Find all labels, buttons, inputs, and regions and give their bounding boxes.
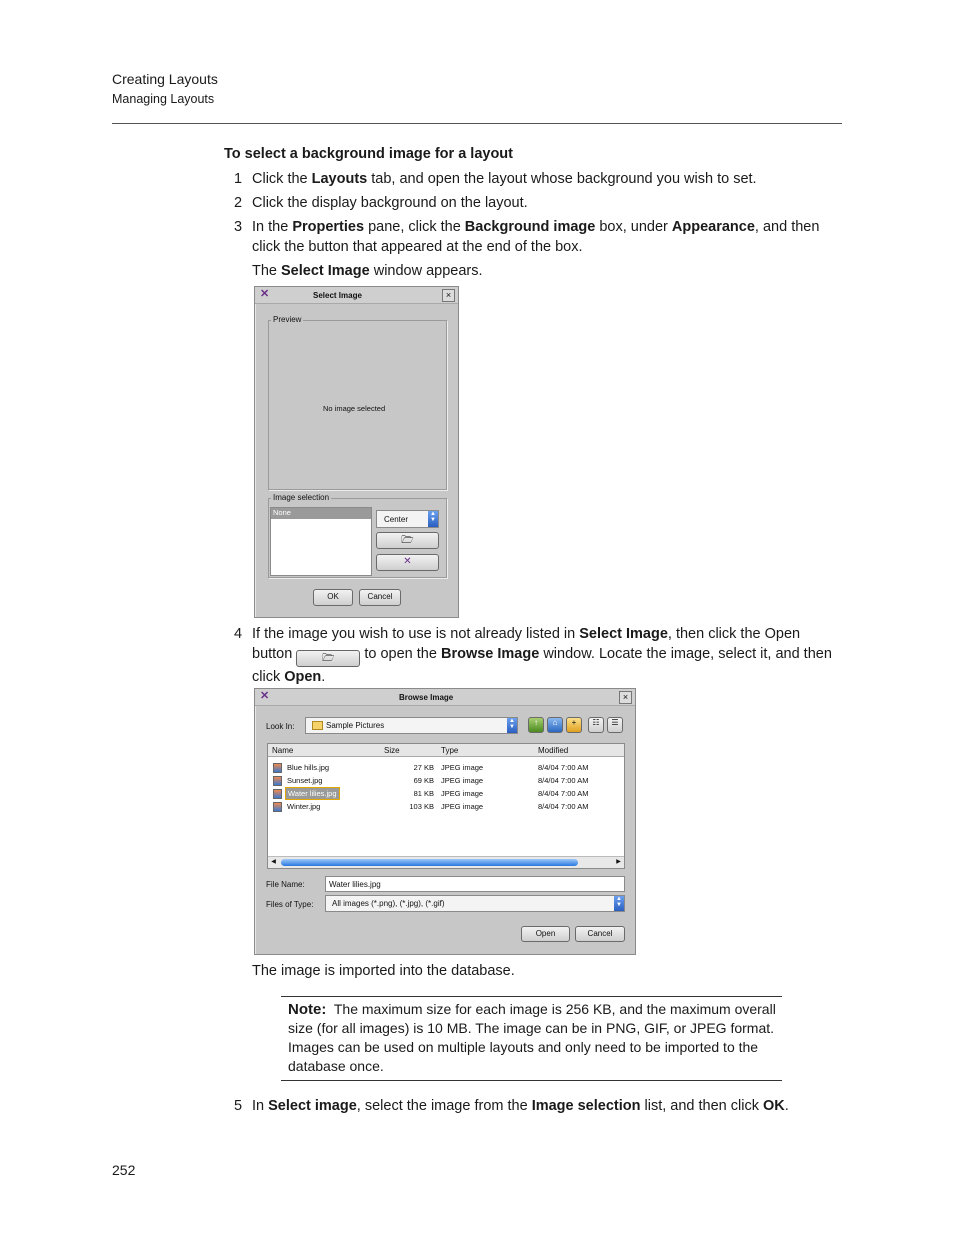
ui-term: Layouts (311, 171, 368, 187)
close-icon[interactable]: × (442, 289, 455, 302)
file-name: Sunset.jpg (287, 776, 323, 785)
file-size: 103 KB (409, 802, 434, 811)
running-header-chapter: Creating Layouts (112, 71, 218, 87)
ok-button[interactable]: OK (313, 589, 353, 606)
text: , select the image from the (356, 1098, 532, 1114)
text: list, and then click (640, 1098, 763, 1114)
file-type: JPEG image (441, 763, 484, 772)
remove-icon: ✕ (403, 556, 412, 567)
ui-term: Browse Image (440, 646, 540, 662)
ui-term: Select image (268, 1098, 357, 1114)
spinner-arrows-icon[interactable]: ▲ ▼ (428, 511, 438, 527)
step-text (252, 624, 842, 687)
step-1 (234, 169, 844, 189)
look-in-value: Sample Pictures (326, 721, 385, 730)
text: In the (252, 219, 293, 235)
preview-label: Preview (273, 315, 302, 324)
header-rule (112, 123, 842, 124)
cancel-button[interactable]: Cancel (575, 926, 625, 942)
file-name-label: File Name: (266, 880, 305, 889)
page-number: 252 (112, 1162, 136, 1178)
text: , then click the Open button (252, 626, 801, 662)
step-text: Click the display background on the layout. (252, 195, 528, 211)
new-folder-button[interactable] (566, 717, 582, 733)
open-folder-button[interactable] (376, 532, 439, 549)
home-button[interactable] (547, 717, 563, 733)
home-icon: ⌂ (552, 718, 558, 727)
spinner-arrows-icon[interactable]: ▲ ▼ (507, 718, 517, 733)
step-number: 1 (234, 171, 243, 187)
file-list[interactable] (267, 743, 625, 869)
step-4-result: The image is imported into the database. (252, 963, 515, 979)
position-select-value: Center (384, 515, 409, 524)
column-header-name[interactable]: Name (272, 746, 294, 755)
open-folder-icon: 🗁 (401, 535, 414, 546)
file-name: Blue hills.jpg (287, 763, 330, 772)
list-view-icon: ☷ (592, 718, 600, 727)
procedure-title: To select a background image for a layout (224, 146, 513, 162)
ui-term: Background image (464, 219, 596, 235)
file-modified: 8/4/04 7:00 AM (538, 789, 589, 798)
text: tab, and open the layout whose background you wish to set. (367, 171, 757, 187)
text: pane, click the (364, 219, 465, 235)
up-arrow-icon: ↑ (534, 718, 538, 727)
details-view-icon: ☰ (611, 718, 619, 727)
step-number: 2 (234, 195, 243, 211)
look-in-label: Look In: (266, 722, 295, 731)
file-type: JPEG image (441, 802, 484, 811)
file-row[interactable] (268, 761, 624, 773)
file-name-input-value: Water lilies.jpg (329, 880, 381, 889)
folder-icon (312, 721, 323, 730)
text: The (252, 263, 282, 279)
column-header-type[interactable]: Type (441, 746, 459, 755)
image-file-icon (273, 802, 282, 812)
step-text (252, 1096, 842, 1116)
file-size: 81 KB (413, 789, 434, 798)
close-icon[interactable]: × (619, 691, 632, 704)
files-of-type-value: All images (*.png), (*.jpg), (*.gif) (332, 899, 445, 908)
ui-term: Select Image (281, 263, 370, 279)
up-folder-button[interactable] (528, 717, 544, 733)
details-view-button[interactable] (607, 717, 623, 733)
cancel-button[interactable]: Cancel (359, 589, 401, 606)
step-text (252, 217, 842, 257)
open-button[interactable]: Open (521, 926, 570, 942)
ui-term: Image selection (531, 1098, 641, 1114)
file-name: Winter.jpg (287, 802, 321, 811)
file-modified: 8/4/04 7:00 AM (538, 802, 589, 811)
note-label: Note: (288, 1001, 327, 1018)
note-bottom-rule (281, 1080, 782, 1081)
file-modified: 8/4/04 7:00 AM (538, 763, 589, 772)
file-name: Water lilies.jpg (285, 787, 340, 800)
look-in-select[interactable] (305, 717, 518, 734)
image-file-icon (273, 789, 282, 799)
ui-term: OK (762, 1098, 785, 1114)
list-item-none[interactable]: None (271, 508, 371, 519)
step-4 (234, 624, 844, 684)
image-selection-list[interactable] (270, 507, 372, 576)
image-selection-label: Image selection (273, 493, 330, 502)
column-header-modified[interactable]: Modified (538, 746, 569, 755)
column-header-size[interactable]: Size (384, 746, 400, 755)
image-file-icon (273, 776, 282, 786)
app-logo-icon: ✕ (260, 690, 270, 702)
running-header-section: Managing Layouts (112, 92, 215, 106)
inline-open-button-icon: 🗁 (296, 650, 360, 667)
step-3 (234, 217, 844, 257)
files-of-type-label: Files of Type: (266, 900, 314, 909)
step-text (252, 169, 842, 189)
dialog-title: Browse Image (399, 693, 454, 702)
file-size: 69 KB (413, 776, 434, 785)
note (288, 1000, 778, 1076)
select-image-dialog (254, 286, 459, 618)
files-of-type-select[interactable] (325, 895, 625, 912)
note-text: The maximum size for each image is 256 KB, and the maximum overall size (for all images) is 10 MB. The image can be in PNG, GIF, or JPEG format. Images can be used on multiple layouts and only need to be imported to the database once. (288, 1001, 776, 1074)
file-size: 27 KB (413, 763, 434, 772)
scroll-left-icon[interactable]: ◀ (271, 859, 276, 865)
text: window. Locate the image, select it, and then click (252, 646, 832, 685)
file-row[interactable] (268, 774, 624, 786)
step-number: 3 (234, 219, 243, 235)
step-number: 5 (234, 1098, 243, 1114)
browse-image-dialog (254, 688, 636, 955)
file-list-header (268, 744, 624, 757)
step-2 (234, 193, 844, 213)
ui-term: Properties (292, 219, 365, 235)
file-type: JPEG image (441, 776, 484, 785)
remove-image-button[interactable] (376, 554, 439, 571)
list-view-button[interactable] (588, 717, 604, 733)
file-type: JPEG image (441, 789, 484, 798)
ui-term: Appearance (671, 219, 755, 235)
text: . (784, 1098, 789, 1114)
image-file-icon (273, 763, 282, 773)
ui-term: Select Image (579, 626, 668, 642)
scrollbar-thumb[interactable] (281, 859, 578, 866)
ui-term: Open (284, 669, 322, 685)
text: , and then click the button that appeared at the end of the box. (252, 219, 820, 255)
file-name-input[interactable] (325, 876, 625, 892)
scroll-right-icon[interactable]: ▶ (616, 859, 621, 865)
text: In (252, 1098, 269, 1114)
text: Click the (252, 171, 312, 187)
file-row-selected[interactable] (268, 787, 624, 799)
text: box, under (595, 219, 672, 235)
spinner-arrows-icon[interactable]: ▲ ▼ (614, 896, 624, 911)
note-top-rule (281, 996, 782, 997)
text: . (321, 669, 326, 685)
text: window appears. (369, 263, 483, 279)
no-image-text: No image selected (323, 404, 386, 413)
step-5 (234, 1096, 844, 1116)
app-logo-icon: ✕ (260, 288, 270, 300)
file-row[interactable] (268, 800, 624, 812)
text: If the image you wish to use is not already listed in (252, 626, 580, 642)
dialog-titlebar (255, 689, 635, 706)
text: to open the (360, 646, 441, 662)
new-folder-icon: + (571, 718, 577, 727)
horizontal-scrollbar[interactable] (268, 856, 624, 868)
file-modified: 8/4/04 7:00 AM (538, 776, 589, 785)
dialog-titlebar (255, 287, 458, 304)
step-number: 4 (234, 626, 243, 642)
step-3-result (252, 261, 483, 281)
dialog-title: Select Image (313, 291, 362, 300)
position-select[interactable] (376, 510, 439, 528)
